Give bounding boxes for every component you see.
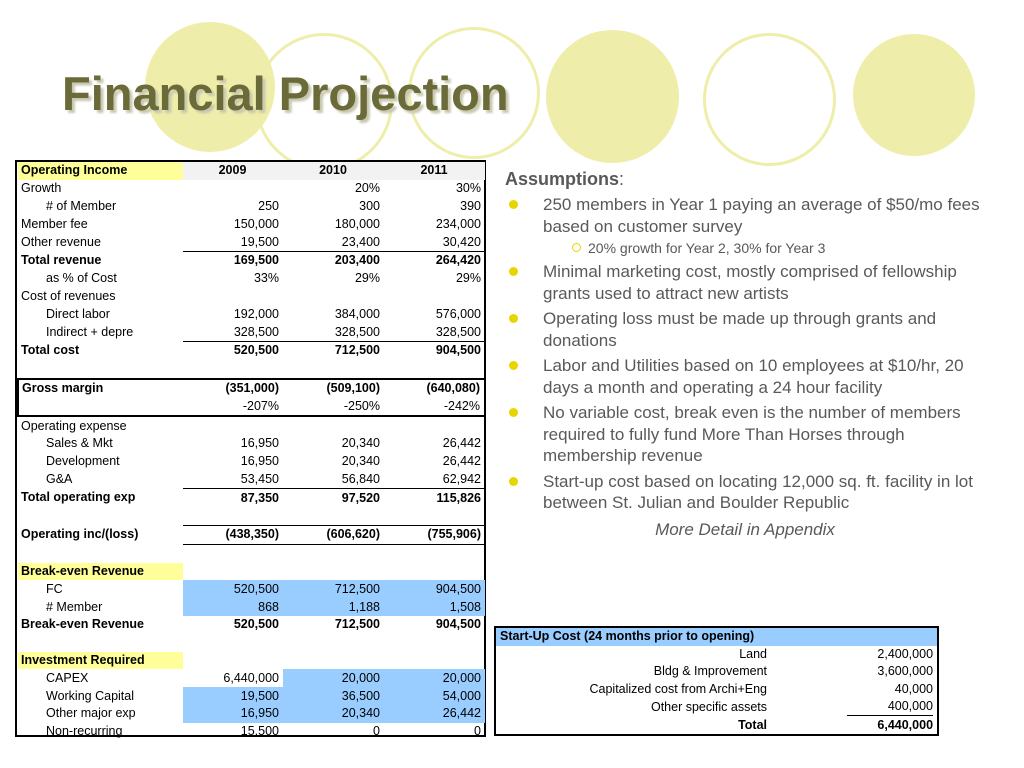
row-label: Indirect + depre: [46, 324, 134, 339]
cell: 36,500: [283, 687, 384, 705]
table-row: [18, 616, 485, 634]
table-row: [18, 705, 485, 723]
section-header: Investment Required: [18, 652, 183, 670]
row-label: # Member: [46, 599, 103, 614]
spacer-row: [18, 544, 485, 562]
table-row: [18, 215, 485, 233]
row-label: Direct labor: [46, 306, 110, 321]
cell: -250%: [283, 397, 384, 416]
row-label: G&A: [46, 472, 73, 487]
table-row: [18, 598, 485, 616]
cell: 904,500: [435, 617, 481, 632]
cell: 33%: [253, 271, 279, 286]
list-item: Labor and Utilities based on 10 employees at $10/hr, 20 days a month and operating a 24 hour facility: [505, 355, 985, 398]
row-label: Non-recurring: [46, 724, 123, 739]
cell: 29%: [354, 271, 380, 286]
cell: 169,500: [233, 253, 279, 268]
cell: 20,340: [341, 454, 380, 469]
cell: 712,500: [334, 343, 380, 358]
cell: 904,500: [384, 580, 485, 598]
table-row: [18, 580, 485, 598]
cell: 192,000: [233, 306, 279, 321]
cell: 328,500: [384, 323, 485, 341]
table-row: [496, 681, 937, 699]
section-header-row: [18, 652, 485, 670]
cell: (438,350): [183, 525, 283, 544]
cell: (351,000): [183, 379, 283, 398]
row-label: Total operating exp: [21, 490, 136, 505]
bullet-icon: [509, 267, 518, 276]
cell: 16,950: [240, 454, 279, 469]
row-label: Total: [738, 717, 767, 732]
row-label: # of Member: [46, 198, 117, 213]
row-label: Land: [739, 646, 767, 661]
row-label: Total revenue: [21, 253, 102, 268]
cell: 868: [183, 598, 283, 616]
row-label: Other specific assets: [650, 699, 767, 714]
table-row: [18, 180, 485, 198]
row-label: Member fee: [21, 216, 88, 231]
cell: 3,600,000: [877, 664, 934, 679]
cell: 26,442: [442, 436, 481, 451]
bullet-icon: [509, 408, 518, 417]
startup-header: Start-Up Cost (24 months prior to opening): [496, 628, 937, 646]
year-header: 2010: [283, 162, 384, 180]
row-label: Break-even Revenue: [21, 617, 144, 632]
cell: 97,520: [341, 490, 380, 505]
cell: 0: [373, 724, 380, 739]
spacer-row: [18, 634, 485, 652]
table-header-label: Operating Income: [18, 162, 183, 180]
cell: 1,188: [283, 598, 384, 616]
cell: -242%: [384, 397, 485, 416]
table-row: [496, 663, 937, 681]
cell: 328,500: [283, 323, 384, 341]
table-row: [18, 270, 485, 288]
page-title: Financial Projection: [62, 67, 509, 120]
row-label: Other revenue: [21, 234, 101, 249]
bullet-icon: [509, 314, 518, 323]
cell: 576,000: [435, 306, 481, 321]
cell: 712,500: [283, 580, 384, 598]
assumptions-panel: [505, 168, 985, 540]
cell: 400,000: [847, 698, 933, 716]
cell: 2,400,000: [877, 646, 934, 661]
cell: 1,508: [384, 598, 485, 616]
assumptions-heading: Assumptions:: [505, 169, 625, 189]
row-label: Cost of revenues: [21, 288, 116, 303]
cell: 520,500: [233, 343, 279, 358]
table-row: [18, 341, 485, 359]
cell: 87,350: [240, 490, 279, 505]
table-row: [18, 288, 485, 306]
cell-wrap: [771, 698, 937, 716]
row-label: as % of Cost: [46, 271, 117, 286]
section-header-row: [18, 563, 485, 581]
cell: 203,400: [334, 253, 380, 268]
cell: 390: [460, 198, 481, 213]
table-row: [18, 471, 485, 489]
row-label: Other major exp: [46, 706, 136, 721]
financial-table: [15, 160, 486, 737]
row-label: CAPEX: [46, 670, 89, 685]
cell: 53,450: [183, 471, 283, 489]
row-label: Development: [46, 454, 120, 469]
cell: 40,000: [894, 682, 934, 697]
row-label: Working Capital: [46, 688, 135, 703]
cell: 264,420: [435, 253, 481, 268]
cell: 54,000: [384, 687, 485, 705]
table-row: [18, 489, 485, 507]
cell: 150,000: [233, 216, 279, 231]
cell: 0: [474, 724, 481, 739]
cell: 300: [359, 198, 380, 213]
year-header: 2011: [384, 162, 485, 180]
cell: 29%: [455, 271, 481, 286]
cell: 328,500: [183, 323, 283, 341]
cell: 20,340: [283, 705, 384, 723]
table-row: [496, 716, 937, 734]
spacer-row: [18, 507, 485, 525]
cell: 20,000: [384, 669, 485, 687]
cell: 56,840: [283, 471, 384, 489]
cell: 19,500: [183, 687, 283, 705]
cell: 904,500: [435, 343, 481, 358]
bullet-icon: [509, 477, 518, 486]
table-row: [18, 233, 485, 251]
cell: 384,000: [334, 306, 380, 321]
cell: 23,400: [283, 233, 384, 251]
row-label: Operating inc/(loss): [21, 527, 139, 542]
hollow-bullet-icon: [572, 243, 581, 252]
table-row: [18, 251, 485, 269]
row-label: Growth: [21, 181, 62, 196]
cell: 520,500: [233, 617, 279, 632]
table-row: [18, 305, 485, 323]
list-item: Start-up cost based on locating 12,000 sq. ft. facility in lot between St. Julian and Boulder Republic: [505, 471, 985, 514]
cell: 16,950: [240, 436, 279, 451]
cell: (606,620): [283, 525, 384, 544]
cell: 20,340: [341, 436, 380, 451]
row-label: Sales & Mkt: [46, 436, 113, 451]
table-row: [18, 379, 485, 398]
table-row: [18, 435, 485, 453]
cell: 520,500: [183, 580, 283, 598]
table-row: [18, 453, 485, 471]
bullet-icon: [509, 200, 518, 209]
table-row: [496, 698, 937, 716]
section-header: Break-even Revenue: [18, 563, 183, 581]
decorative-ring: [703, 33, 836, 166]
cell: 20%: [354, 181, 380, 196]
table-row: [18, 687, 485, 705]
table-row: [18, 416, 485, 435]
cell: 712,500: [334, 617, 380, 632]
assumptions-list: [505, 194, 985, 514]
cell: 234,000: [435, 216, 481, 231]
sub-list: [543, 239, 985, 257]
row-label: Capitalized cost from Archi+Eng: [589, 682, 767, 697]
table-row: [18, 198, 485, 216]
cell: 15,500: [240, 724, 279, 739]
cell: -207%: [183, 397, 283, 416]
table-row: [18, 397, 485, 416]
more-detail-note: More Detail in Appendix: [655, 519, 835, 539]
cell: 30%: [455, 181, 481, 196]
cell: 19,500: [183, 233, 283, 251]
row-label: Total cost: [21, 343, 80, 358]
decorative-circle: [853, 34, 975, 156]
cell: (640,080): [384, 379, 485, 398]
table-row: [18, 669, 485, 687]
cell: (509,100): [283, 379, 384, 398]
list-item: 250 members in Year 1 paying an average of $50/mo fees based on customer survey 20% growth for Year 2, 30% for Year 3: [505, 194, 985, 257]
decorative-circle: [546, 30, 679, 163]
table-header-row: [496, 628, 937, 646]
cell: 250: [258, 198, 279, 213]
row-label: Bldg & Improvement: [653, 664, 767, 679]
cell: 6,440,000: [877, 717, 934, 732]
cell: [183, 180, 283, 198]
cell: 16,950: [183, 705, 283, 723]
startup-cost-table: [494, 626, 939, 736]
bullet-icon: [509, 361, 518, 370]
table-row: [18, 323, 485, 341]
cell: 30,420: [384, 233, 485, 251]
cell: 26,442: [384, 705, 485, 723]
list-item: No variable cost, break even is the number of members required to fully fund More Than Horses through membership revenue: [505, 402, 985, 467]
row-label: Gross margin: [18, 379, 183, 398]
cell: 6,440,000: [223, 670, 279, 685]
cell: 26,442: [442, 454, 481, 469]
row-label: FC: [46, 581, 63, 596]
table-row: [18, 525, 485, 544]
cell: (755,906): [384, 525, 485, 544]
table-row: [496, 646, 937, 664]
cell: 20,000: [283, 669, 384, 687]
table-row: [18, 723, 485, 741]
spacer-row: [18, 360, 485, 379]
list-item: Operating loss must be made up through grants and donations: [505, 308, 985, 351]
sub-list-item: 20% growth for Year 2, 30% for Year 3: [543, 239, 985, 257]
list-item: Minimal marketing cost, mostly comprised of fellowship grants used to attract new artists: [505, 261, 985, 304]
cell: 115,826: [436, 490, 481, 505]
cell: 62,942: [384, 471, 485, 489]
row-label: Operating expense: [21, 418, 127, 433]
year-header: 2009: [183, 162, 283, 180]
cell: 180,000: [334, 216, 380, 231]
